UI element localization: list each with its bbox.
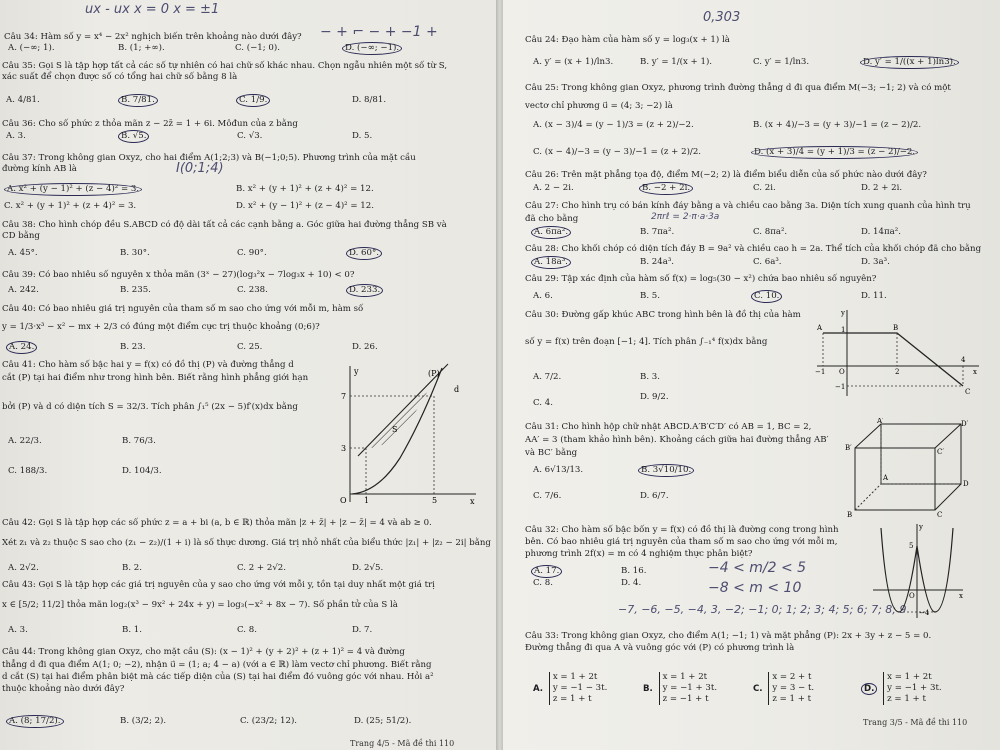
q33-b: B. x = 1 + 2t y = −1 + 3t. z = −1 + t	[643, 672, 718, 704]
q31-stem-2: AA′ = 3 (tham khảo hình bên). Khoảng cách giữa hai đường thẳng AB′	[525, 435, 829, 445]
q37-d: D. x² + (y − 1)² + (z − 4)² = 12.	[236, 201, 374, 211]
graph-tick-ym1: −1	[835, 383, 846, 391]
q36-d: D. 5.	[352, 131, 373, 141]
q28-stem: Câu 28: Cho khối chóp có diện tích đáy B = 9a² và chiều cao h = 2a. Thể tích của khối chóp đã cho bằng	[525, 244, 982, 254]
q25-c: C. (x − 4)/−3 = (y − 3)/−1 = (z + 2)/2.	[533, 147, 702, 157]
q40-stem-2: y = 1/3·x³ − x² − mx + 2/3 có đúng một điểm cực trị thuộc khoảng (0;6)?	[2, 322, 320, 332]
graph-d-label: d	[454, 385, 460, 394]
q32-graph	[871, 520, 966, 620]
q32-note-1: −4 < m/2 < 5	[708, 560, 807, 576]
vertex-d: D	[963, 480, 969, 488]
q35-b: B. 7/81.	[118, 94, 158, 107]
left-page	[0, 0, 496, 750]
q32-stem-3: phương trình 2f(x) = m có 4 nghiệm thực phân biệt?	[525, 549, 753, 559]
q35-d: D. 8/81.	[352, 95, 387, 105]
q37-stem-2: đường kính AB là	[2, 164, 77, 174]
q31-d: D. 6/7.	[640, 491, 669, 501]
vertex-a1: A′	[877, 418, 884, 425]
q24-d: D. y′ = 1/((x + 1)ln3).	[860, 56, 959, 69]
q37-a: A. x² + (y − 1)² + (z − 4)² = 3.	[4, 183, 142, 196]
graph-y-label: y	[841, 309, 845, 317]
point-c-label: C	[965, 388, 971, 396]
q38-a: A. 45°.	[8, 248, 38, 258]
polyline-abc	[823, 333, 963, 386]
q26-d: D. 2 + 2i.	[861, 183, 903, 193]
graph-s-label: S	[392, 425, 398, 434]
graph-p-label: (P)	[428, 369, 440, 378]
q25-stem-1: Câu 25: Trong không gian Oxyz, phương trình đường thẳng d đi qua điểm M(−3; −1; 2) và có một	[525, 83, 951, 93]
q27-d: D. 14πa².	[861, 227, 901, 237]
q38-b: B. 30°.	[120, 248, 150, 258]
q34-d: D. (−∞; −1).	[342, 42, 402, 55]
q44-stem-3: d cắt (S) tại hai điểm phân biệt mà các tiếp diện của (S) tại hai điểm đó vuông góc với nhau. Hỏi a²	[2, 672, 434, 682]
top-scribble-right: 0,303	[703, 10, 741, 25]
q40-stem-1: Câu 40: Có bao nhiêu giá trị nguyên của tham số m sao cho ứng với mỗi m, hàm số	[2, 304, 364, 314]
q41-stem-2: cắt (P) tại hai điểm như trong hình bên. Biết rằng hình phẳng giới hạn	[2, 373, 309, 383]
q31-stem-3: và BC′ bằng	[525, 448, 578, 458]
vertex-a: A	[883, 474, 889, 482]
graph-tick-m1: −1	[815, 368, 826, 376]
graph-tick-7: 7	[341, 392, 347, 401]
q41-c: C. 188/3.	[8, 466, 48, 476]
q31-b: B. 3√10/10.	[638, 464, 694, 477]
q25-stem-2: vectơ chỉ phương u⃗ = (4; 3; −2) là	[525, 101, 673, 111]
q43-stem-1: Câu 43: Gọi S là tập hợp các giá trị nguyên của y sao cho ứng với mỗi y, tồn tại duy nhất một giá trị	[2, 580, 435, 590]
q35-stem-1: Câu 35: Gọi S là tập hợp tất cả các số tự nhiên có hai chữ số khác nhau. Chọn ngẫu nhiên một số từ S,	[2, 61, 448, 71]
q35-stem-2: xác suất để chọn được số có tổng hai chữ số bằng 8 là	[2, 72, 238, 82]
q33-a: A. x = 1 + 2t y = −1 − 3t. z = 1 + t	[533, 672, 608, 704]
q41-b: B. 76/3.	[122, 436, 156, 446]
q34-a: A. (−∞; 1).	[8, 43, 55, 53]
q44-d: D. (25; 51/2).	[354, 716, 412, 726]
q41-stem-3: bởi (P) và d có diện tích S = 32/3. Tích phân ∫₁⁵ (2x − 5)f′(x)dx bằng	[2, 402, 298, 412]
vertex-c1: C′	[937, 448, 944, 456]
q28-d: D. 3a³.	[861, 257, 890, 267]
q41-a: A. 22/3.	[8, 436, 42, 446]
q33-b-line-2: y = −1 + 3t.	[662, 683, 718, 693]
q33-b-line-3: z = −1 + t	[662, 694, 709, 704]
q34-b: B. (1; +∞).	[118, 43, 165, 53]
right-footer: Trang 3/5 - Mã đề thi 110	[863, 718, 968, 727]
q25-a: A. (x − 3)/4 = (y − 1)/3 = (z + 2)/−2.	[533, 120, 694, 130]
point-a-label: A	[817, 324, 823, 332]
graph-origin: O	[909, 592, 915, 600]
q30-graph	[813, 306, 983, 398]
graph-x-label: x	[470, 497, 475, 506]
q33-c-line-1: x = 2 + t	[772, 672, 812, 682]
q33-a-line-1: x = 1 + 2t	[552, 672, 598, 682]
q36-b: B. √5.	[118, 130, 149, 143]
q33-stem-1: Câu 33: Trong không gian Oxyz, cho điểm A(1; −1; 1) và mặt phẳng (P): 2x + 3y + z − 5 = 0.	[525, 631, 932, 641]
q36-c: C. √3.	[237, 131, 263, 141]
graph-origin: O	[839, 368, 845, 376]
graph-tick-5: 5	[432, 496, 438, 505]
q35-c: C. 1/9.	[236, 94, 270, 107]
graph-tick-4: 4	[961, 356, 966, 364]
q29-a: A. 6.	[533, 291, 553, 301]
q30-stem-1: Câu 30: Đường gấp khúc ABC trong hình bên là đồ thị của hàm	[525, 310, 801, 320]
q44-stem-2: thẳng d đi qua điểm A(1; 0; −2), nhận u⃗ = (1; a; 4 − a) (với a ∈ ℝ) làm vectơ chỉ phương. Biết rằng	[2, 660, 432, 670]
q30-d: D. 9/2.	[640, 392, 669, 402]
graph-y-label: y	[354, 367, 359, 376]
q39-a: A. 242.	[8, 285, 39, 295]
q33-d: D. x = 1 + 2t y = −1 + 3t. z = 1 + t	[861, 672, 942, 705]
q43-a: A. 3.	[8, 625, 28, 635]
q29-b: B. 5.	[640, 291, 660, 301]
vertex-b1: B′	[845, 444, 852, 452]
q29-d: D. 11.	[861, 291, 887, 301]
q32-b: B. 16.	[621, 566, 647, 576]
q31-stem-1: Câu 31: Cho hình hộp chữ nhật ABCD.A′B′C′D′ có AB = 1, BC = 2,	[525, 422, 812, 432]
q27-note: 2πrℓ = 2·π·a·3a	[651, 212, 720, 222]
q27-stem-1: Câu 27: Cho hình trụ có bán kính đáy bằng a và chiều cao bằng 3a. Diện tích xung quanh của hình trụ	[525, 201, 971, 211]
q38-d: D. 60°.	[346, 247, 382, 260]
q43-b: B. 1.	[122, 625, 142, 635]
q37-c: C. x² + (y + 1)² + (z + 4)² = 3.	[4, 201, 137, 211]
q25-b: B. (x + 4)/−3 = (y + 3)/−1 = (z − 2)/2.	[753, 120, 922, 130]
q42-stem-2: Xét z₁ và z₂ thuộc S sao cho (z₁ − z₂)/(1 + i) là số thực dương. Giá trị nhỏ nhất của biểu thức |z₁| + |z₂ − 2i| bằng	[2, 538, 491, 548]
q24-b: B. y′ = 1/(x + 1).	[640, 57, 713, 67]
q26-c: C. 2i.	[753, 183, 776, 193]
q24-a: A. y′ = (x + 1)/ln3.	[533, 57, 614, 67]
q38-c: C. 90°.	[237, 248, 267, 258]
graph-tick-m4: −4	[919, 609, 930, 617]
q40-c: C. 25.	[237, 342, 263, 352]
q39-b: B. 235.	[120, 285, 151, 295]
graph-y-label: y	[919, 523, 923, 531]
q28-c: C. 6a³.	[753, 257, 782, 267]
q27-stem-2: đã cho bằng	[525, 214, 579, 224]
q33-d-line-3: z = 1 + t	[887, 694, 926, 704]
vertex-d1: D′	[961, 420, 969, 428]
point-b-label: B	[893, 324, 899, 332]
q34-note: − + ⌐ − + −1 +	[320, 24, 438, 40]
graph-tick-1: 1	[841, 326, 846, 334]
q44-stem-1: Câu 44: Trong không gian Oxyz, cho mặt cầu (S): (x − 1)² + (y + 2)² + (z + 1)² = 4 và đường	[2, 647, 405, 657]
graph-tick-3: 3	[341, 444, 347, 453]
q35-a: A. 4/81.	[6, 95, 40, 105]
q33-d-line-2: y = −1 + 3t.	[887, 683, 942, 693]
q32-stem-1: Câu 32: Cho hàm số bậc bốn y = f(x) có đồ thị là đường cong trong hình	[525, 525, 839, 535]
q34-c: C. (−1; 0).	[235, 43, 280, 53]
q36-stem: Câu 36: Cho số phức z thỏa mãn z − 2z̄ = 1 + 6i. Môđun của z bằng	[2, 119, 298, 129]
q31-box-figure	[843, 418, 973, 518]
q33-stem-2: Đường thẳng đi qua A và vuông góc với (P) có phương trình là	[525, 643, 795, 653]
graph-tick-5: 5	[909, 542, 914, 550]
q26-a: A. 2 − 2i.	[533, 183, 574, 193]
q30-c: C. 4.	[533, 398, 553, 408]
q42-stem-1: Câu 42: Gọi S là tập hợp các số phức z = a + bi (a, b ∈ ℝ) thỏa mãn |z + z̄| + |z − z̄| = 4 và ab ≥ 0.	[2, 518, 432, 528]
q39-stem: Câu 39: Có bao nhiêu số nguyên x thỏa mãn (3ˣ − 27)(log₃²x − 7log₃x + 10) < 0?	[2, 270, 355, 280]
q40-d: D. 26.	[352, 342, 378, 352]
q43-c: C. 8.	[237, 625, 257, 635]
q32-stem-2: bên. Có bao nhiêu giá trị nguyên của tham số m sao cho ứng với mỗi m,	[525, 537, 838, 547]
q36-a: A. 3.	[6, 131, 26, 141]
q42-a: A. 2√2.	[8, 563, 39, 573]
q39-d: D. 233.	[346, 284, 383, 297]
q33-c-line-3: z = 1 + t	[772, 694, 812, 704]
q27-a: A. 6πa².	[531, 226, 571, 239]
q24-c: C. y′ = 1/ln3.	[753, 57, 810, 67]
q29-stem: Câu 29: Tập xác định của hàm số f(x) = log₅(30 − x²) chứa bao nhiêu số nguyên?	[525, 274, 877, 284]
right-page	[503, 0, 1000, 750]
q37-note: I(0;1;4)	[176, 161, 224, 176]
graph-x-label: x	[959, 592, 963, 600]
q25-d: D. (x + 3)/4 = (y + 1)/3 = (z − 2)/−2.	[751, 146, 918, 159]
q30-stem-2: số y = f(x) trên đoạn [−1; 4]. Tích phân ∫₋₁⁴ f(x)dx bằng	[525, 337, 768, 347]
q40-b: B. 23.	[120, 342, 146, 352]
q27-b: B. 7πa².	[640, 227, 675, 237]
q37-stem-1: Câu 37: Trong không gian Oxyz, cho hai điểm A(1;2;3) và B(−1;0;5). Phương trình của mặt cầu	[2, 153, 416, 163]
q32-note-2: −8 < m < 10	[708, 580, 802, 596]
q42-b: B. 2.	[122, 563, 142, 573]
q43-d: D. 7.	[352, 625, 373, 635]
q33-d-line-1: x = 1 + 2t	[887, 672, 932, 682]
q44-stem-4: thuộc khoảng nào dưới đây?	[2, 684, 125, 694]
q32-d: D. 4.	[621, 578, 642, 588]
q34-stem: Câu 34: Hàm số y = x⁴ − 2x² nghịch biến trên khoảng nào dưới đây?	[4, 32, 302, 42]
q29-c: C. 10.	[751, 290, 782, 303]
q41-d: D. 104/3.	[122, 466, 162, 476]
q38-stem-1: Câu 38: Cho hình chóp đều S.ABCD có độ dài tất cả các cạnh bằng a. Góc giữa hai đường thẳng SB và	[2, 220, 447, 230]
q42-c: C. 2 + 2√2.	[237, 563, 287, 573]
q42-d: D. 2√5.	[352, 563, 384, 573]
q28-b: B. 24a³.	[640, 257, 675, 267]
vertex-c: C	[937, 511, 943, 518]
q30-b: B. 3.	[640, 372, 660, 382]
q33-b-line-1: x = 1 + 2t	[662, 672, 708, 682]
q32-note-3: −7, −6, −5, −4, 3, −2; −1; 0; 1; 2; 3; 4; 5; 6; 7; 8; 9	[618, 603, 907, 616]
q26-b: B. −2 + 2i.	[639, 182, 693, 195]
q44-a: A. (8; 17/2).	[6, 715, 64, 728]
top-scribble: ux - ux x = 0 x = ±1	[85, 2, 220, 17]
q32-a: A. 17.	[531, 565, 562, 578]
graph-tick-1: 1	[364, 496, 370, 505]
q30-a: A. 7/2.	[533, 372, 562, 382]
q33-a-line-2: y = −1 − 3t.	[552, 683, 608, 693]
q39-c: C. 238.	[237, 285, 268, 295]
q44-c: C. (23/2; 12).	[240, 716, 298, 726]
q33-c-line-2: y = 3 − t.	[772, 683, 815, 693]
vertex-b: B	[847, 511, 853, 518]
page-gutter	[496, 0, 503, 750]
q28-a: A. 18a³.	[531, 256, 571, 269]
q41-stem-1: Câu 41: Cho hàm số bậc hai y = f(x) có đồ thị (P) và đường thẳng d	[2, 360, 294, 370]
graph-origin: O	[340, 496, 347, 505]
q27-c: C. 8πa².	[753, 227, 788, 237]
q44-b: B. (3/2; 2).	[120, 716, 167, 726]
q33-a-line-3: z = 1 + t	[552, 694, 592, 704]
q26-stem: Câu 26: Trên mặt phẳng tọa độ, điểm M(−2; 2) là điểm biểu diễn của số phức nào dưới đây?	[525, 170, 927, 180]
left-footer: Trang 4/5 - Mã đề thi 110	[350, 739, 455, 748]
q24-stem: Câu 24: Đạo hàm của hàm số y = log₃(x + 1) là	[525, 35, 730, 45]
q33-c: C. x = 2 + t y = 3 − t. z = 1 + t	[753, 672, 815, 704]
graph-x-label: x	[973, 368, 977, 376]
q32-c: C. 8.	[533, 578, 553, 588]
graph-tick-2: 2	[895, 368, 900, 376]
q38-stem-2: CD bằng	[2, 231, 40, 241]
q37-b: B. x² + (y + 1)² + (z + 4)² = 12.	[236, 184, 374, 194]
q40-a: A. 24.	[6, 341, 37, 354]
q31-a: A. 6√13/13.	[533, 465, 584, 475]
q43-stem-2: x ∈ [5/2; 11/2] thỏa mãn log₂(x³ − 9x² + 24x + y) = log₃(−x² + 8x − 7). Số phần tử của S là	[2, 600, 398, 610]
q41-graph	[330, 362, 480, 508]
q31-c: C. 7/6.	[533, 491, 562, 501]
